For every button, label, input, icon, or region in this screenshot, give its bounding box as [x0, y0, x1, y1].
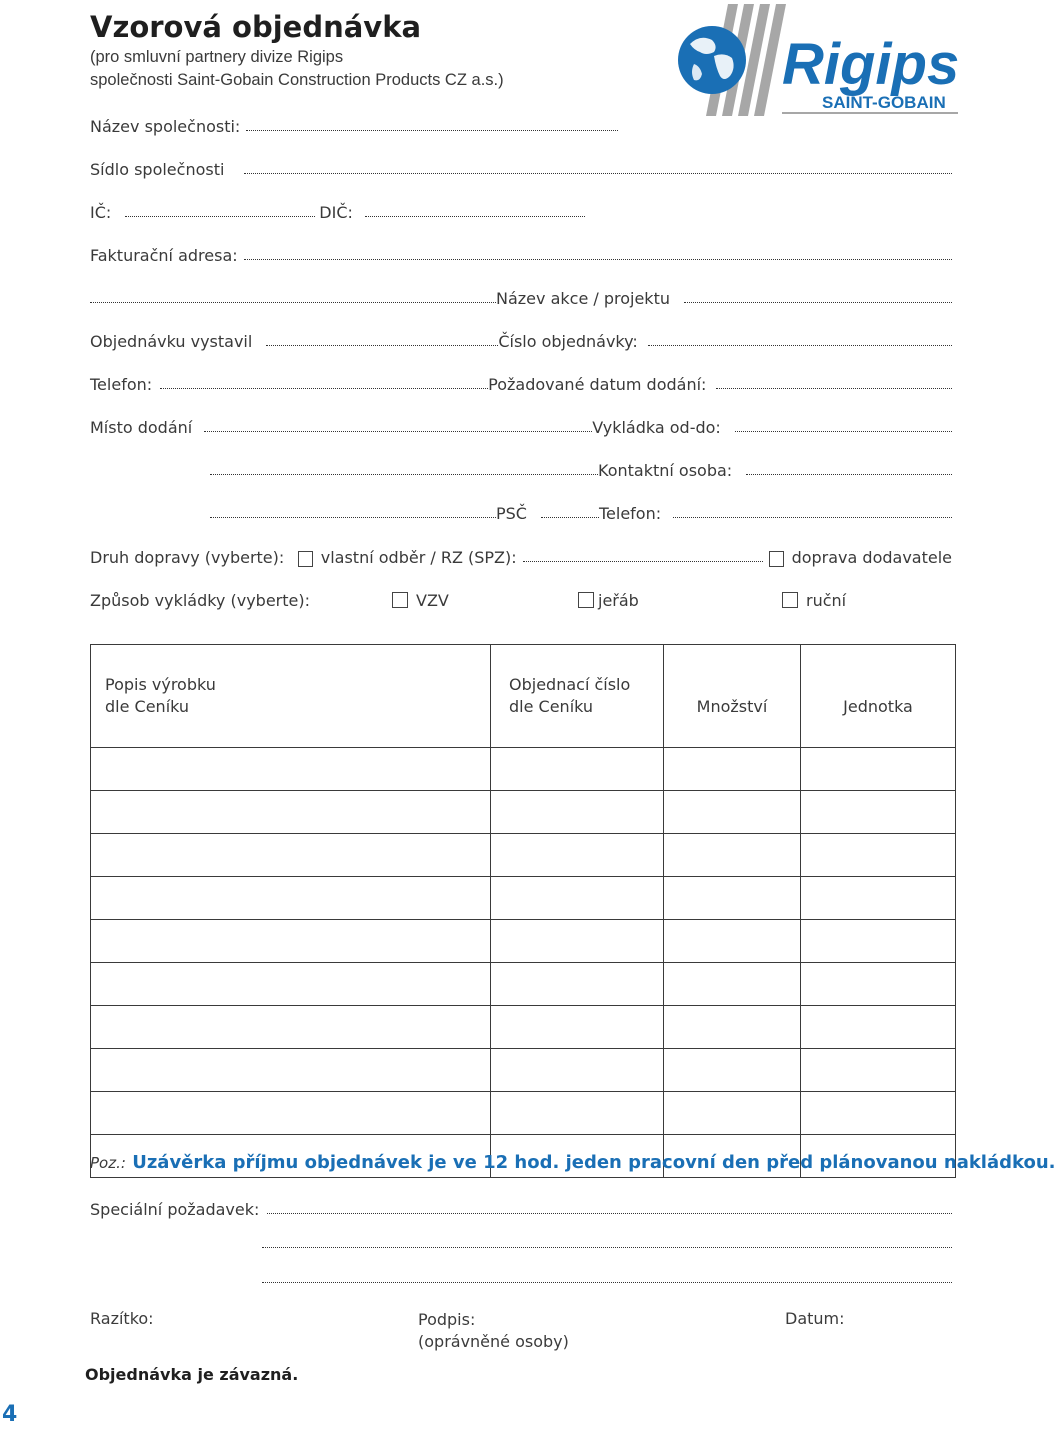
document-title: Vzorová objednávka — [90, 10, 422, 44]
special-requirement-field[interactable] — [267, 1213, 952, 1214]
phone-label: Telefon: — [90, 375, 153, 394]
ic-dic-row — [90, 198, 952, 222]
table-row — [91, 748, 956, 791]
vzv-checkbox[interactable] — [392, 592, 408, 608]
header-order-number: Objednací číslo dle Ceníku — [491, 645, 664, 748]
project-name-label: Název akce / projektu — [496, 289, 670, 308]
subtitle-line-1: (pro smluvní partnery divize Rigips — [90, 48, 344, 66]
unloading-option-crane — [578, 591, 782, 610]
psc-label: PSČ — [496, 504, 527, 523]
delivery-place-field-2[interactable] — [210, 474, 598, 475]
billing-address-label: Fakturační adresa: — [90, 246, 238, 265]
unloading-time-field[interactable] — [735, 431, 952, 432]
transport-label: Druh dopravy (vyberte): — [90, 548, 285, 567]
own-pickup-label: vlastní odběr / RZ (SPZ): — [320, 548, 517, 567]
table-row — [91, 920, 956, 963]
own-pickup-checkbox[interactable] — [298, 551, 312, 567]
contact-person-field[interactable] — [746, 474, 952, 475]
phone2-label: Telefon: — [598, 504, 662, 523]
order-issued-by-field[interactable] — [266, 345, 498, 346]
company-seat-field[interactable] — [244, 173, 952, 174]
ic-label: IČ: — [90, 203, 112, 222]
phone-field[interactable] — [160, 388, 488, 389]
table-row — [91, 1092, 956, 1135]
document-subtitle — [90, 46, 504, 92]
psc-phone-row — [90, 499, 952, 523]
special-requirement-label: Speciální požadavek: — [90, 1200, 260, 1219]
manual-checkbox[interactable] — [782, 592, 798, 608]
globe-icon — [678, 26, 746, 94]
table-row — [91, 791, 956, 834]
unloading-option-manual — [782, 591, 846, 610]
rz-spz-field[interactable] — [523, 561, 763, 562]
billing-address-row — [90, 241, 952, 265]
signature-sublabel: (oprávněné osoby) — [418, 1332, 569, 1351]
table-row — [91, 963, 956, 1006]
page-number: 4 — [2, 1402, 18, 1427]
phone2-field[interactable] — [673, 517, 952, 518]
table-header-row — [91, 645, 956, 748]
delivery-place-row — [90, 413, 952, 437]
supplier-delivery-label: doprava dodavatele — [791, 548, 952, 567]
special-requirement-row-3 — [262, 1264, 952, 1288]
table-row — [91, 877, 956, 920]
unloading-method-label: Způsob vykládky (vyberte): — [90, 591, 310, 610]
binding-order-notice: Objednávka je závazná. — [85, 1365, 299, 1384]
company-name-field[interactable] — [246, 130, 618, 131]
company-name-label: Název společnosti: — [90, 117, 241, 136]
contact-row — [90, 456, 952, 480]
order-number-label: Číslo objednávky: — [498, 332, 638, 351]
table-row — [91, 1006, 956, 1049]
requested-delivery-date-field[interactable] — [716, 388, 952, 389]
billing-address-field-2[interactable] — [90, 302, 496, 303]
order-issued-row — [90, 327, 952, 351]
header-product-description: Popis výrobku dle Ceníku — [91, 645, 491, 748]
dic-field[interactable] — [365, 216, 585, 217]
logo-brand-text: Rigips — [782, 32, 960, 97]
supplier-delivery-checkbox[interactable] — [769, 551, 783, 567]
crane-label: jeřáb — [598, 591, 639, 610]
dic-label: DIČ: — [319, 203, 353, 222]
manual-label: ruční — [806, 591, 847, 610]
project-name-field[interactable] — [684, 302, 952, 303]
date-label: Datum: — [785, 1309, 845, 1328]
table-row — [91, 834, 956, 877]
special-requirement-row-2 — [262, 1229, 952, 1253]
company-name-row — [90, 112, 952, 136]
psc-field[interactable] — [541, 517, 599, 518]
stamp-label: Razítko: — [90, 1309, 154, 1328]
ic-field[interactable] — [125, 216, 315, 217]
unloading-time-label: Vykládka od-do: — [592, 418, 721, 437]
rigips-logo — [672, 4, 958, 120]
special-requirement-field-2[interactable] — [262, 1247, 952, 1248]
delivery-place-label: Místo dodání — [90, 418, 193, 437]
subtitle-line-2: společnosti Saint-Gobain Construction Products CZ a.s.) — [90, 71, 504, 89]
delivery-place-field[interactable] — [204, 431, 592, 432]
order-number-field[interactable] — [648, 345, 952, 346]
requested-delivery-date-label: Požadované datum dodání: — [488, 375, 707, 394]
header-quantity: Množství — [664, 645, 801, 748]
vzv-label: VZV — [416, 591, 449, 610]
unloading-option-vzv — [392, 591, 578, 610]
company-seat-label: Sídlo společnosti — [90, 160, 225, 179]
signature-block — [418, 1309, 569, 1353]
billing-address-field[interactable] — [244, 259, 952, 260]
delivery-place-field-3[interactable] — [210, 517, 496, 518]
unloading-row — [90, 586, 952, 610]
logo-tagline-text: SAINT-GOBAIN — [822, 93, 946, 112]
crane-checkbox[interactable] — [578, 592, 594, 608]
table-row — [91, 1049, 956, 1092]
deadline-note — [90, 1152, 1056, 1173]
phone-row — [90, 370, 952, 394]
contact-person-label: Kontaktní osoba: — [598, 461, 733, 480]
special-requirement-row — [90, 1195, 952, 1219]
project-row — [90, 284, 952, 308]
order-table — [90, 644, 956, 1178]
special-requirement-field-3[interactable] — [262, 1282, 952, 1283]
signature-label: Podpis: — [418, 1310, 476, 1329]
note-text: Uzávěrka příjmu objednávek je ve 12 hod. jeden pracovní den před plánovanou nakládkou. — [132, 1152, 1056, 1173]
header-unit: Jednotka — [801, 645, 956, 748]
transport-row — [90, 543, 952, 567]
company-seat-row — [90, 155, 952, 179]
note-prefix: Poz.: — [90, 1154, 126, 1172]
order-issued-by-label: Objednávku vystavil — [90, 332, 253, 351]
